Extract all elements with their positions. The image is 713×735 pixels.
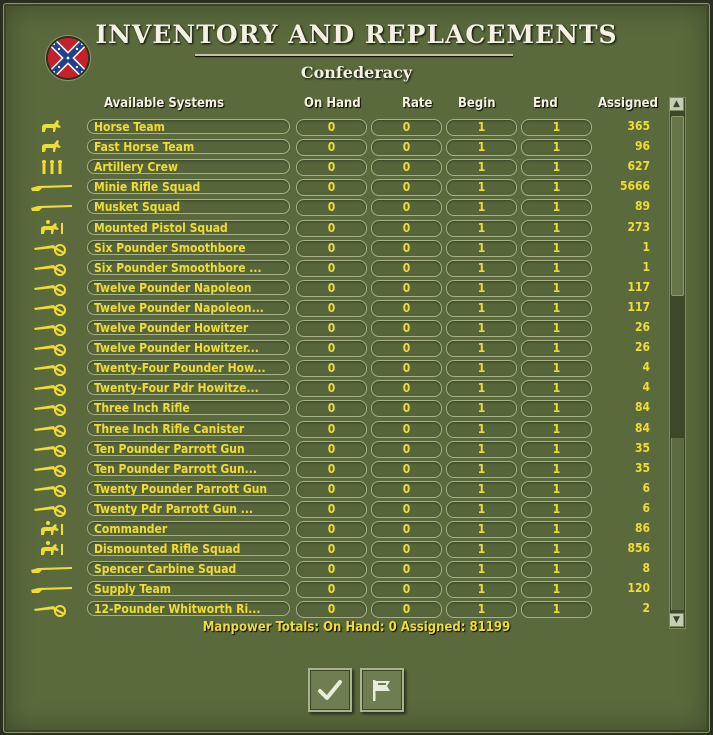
system-name[interactable]: 12-Pounder Whitworth Ri... bbox=[87, 601, 290, 616]
rifle-icon bbox=[30, 199, 74, 215]
assigned-value: 26 bbox=[634, 320, 650, 334]
on-hand-value[interactable]: 0 bbox=[296, 461, 367, 478]
system-name[interactable]: Twelve Pounder Howitzer bbox=[87, 320, 290, 335]
rate-value[interactable]: 0 bbox=[371, 521, 442, 538]
begin-value[interactable]: 1 bbox=[446, 561, 517, 578]
end-value[interactable]: 1 bbox=[521, 280, 592, 297]
end-value[interactable]: 1 bbox=[521, 320, 592, 337]
cannon-icon bbox=[30, 360, 74, 376]
on-hand-value[interactable]: 0 bbox=[296, 521, 367, 538]
scroll-down-button[interactable]: ▼ bbox=[669, 613, 684, 627]
end-value[interactable]: 1 bbox=[521, 199, 592, 216]
on-hand-value[interactable]: 0 bbox=[296, 220, 367, 237]
system-name[interactable]: Twenty Pounder Parrott Gun bbox=[87, 481, 290, 496]
on-hand-value[interactable]: 0 bbox=[296, 541, 367, 558]
assigned-value: 35 bbox=[634, 460, 650, 475]
on-hand-value[interactable]: 0 bbox=[296, 320, 367, 337]
rate-value[interactable]: 0 bbox=[371, 300, 442, 317]
cannon-icon bbox=[30, 441, 74, 457]
rate-value[interactable]: 0 bbox=[371, 481, 442, 498]
table-row bbox=[0, 439, 713, 459]
on-hand-value[interactable]: 0 bbox=[296, 360, 367, 377]
faction-subtitle: Confederacy bbox=[300, 63, 413, 82]
begin-value[interactable]: 1 bbox=[446, 601, 517, 618]
end-value[interactable]: 1 bbox=[521, 521, 592, 538]
table-row bbox=[0, 479, 713, 499]
flag-icon bbox=[368, 676, 396, 704]
end-value[interactable]: 1 bbox=[521, 380, 592, 397]
table-row bbox=[0, 459, 713, 479]
cannon-icon bbox=[30, 320, 74, 336]
system-name[interactable]: Twenty-Four Pdr Howitze... bbox=[87, 380, 290, 395]
begin-value[interactable]: 1 bbox=[446, 220, 517, 237]
end-value[interactable]: 1 bbox=[521, 300, 592, 317]
end-value[interactable]: 1 bbox=[521, 541, 592, 558]
end-value[interactable]: 1 bbox=[521, 581, 592, 598]
rate-value[interactable]: 0 bbox=[371, 461, 442, 478]
header-begin: Begin bbox=[458, 96, 496, 111]
ok-button[interactable] bbox=[308, 668, 352, 712]
rate-value[interactable]: 0 bbox=[371, 179, 442, 196]
begin-value[interactable]: 1 bbox=[446, 481, 517, 498]
scroll-up-button[interactable]: ▲ bbox=[669, 97, 684, 111]
table-row bbox=[0, 539, 713, 559]
begin-value[interactable]: 1 bbox=[446, 240, 517, 257]
assigned-value: 8 bbox=[642, 561, 650, 576]
rate-value[interactable]: 0 bbox=[371, 561, 442, 578]
system-name[interactable]: Six Pounder Smoothbore bbox=[87, 240, 290, 255]
table-row bbox=[0, 579, 713, 599]
cannon-icon bbox=[30, 300, 74, 316]
table-row bbox=[0, 378, 713, 398]
rate-value[interactable]: 0 bbox=[371, 360, 442, 377]
table-row bbox=[0, 358, 713, 378]
assigned-value: 4 bbox=[642, 360, 650, 375]
begin-value[interactable]: 1 bbox=[446, 159, 517, 176]
begin-value[interactable]: 1 bbox=[446, 260, 517, 277]
rate-value[interactable]: 0 bbox=[371, 441, 442, 458]
begin-value[interactable]: 1 bbox=[446, 400, 517, 417]
checkmark-icon bbox=[316, 676, 344, 704]
end-value[interactable]: 1 bbox=[521, 119, 592, 136]
assigned-value: 273 bbox=[627, 219, 650, 234]
cannon-icon bbox=[30, 240, 74, 256]
mounted-icon bbox=[30, 220, 74, 236]
table-row bbox=[0, 177, 713, 197]
system-name[interactable]: Artillery Crew bbox=[87, 159, 290, 174]
rate-value[interactable]: 0 bbox=[371, 159, 442, 176]
rate-value[interactable]: 0 bbox=[371, 601, 442, 618]
on-hand-value[interactable]: 0 bbox=[296, 240, 367, 257]
end-value[interactable]: 1 bbox=[521, 260, 592, 277]
end-value[interactable]: 1 bbox=[521, 360, 592, 377]
end-value[interactable]: 1 bbox=[521, 159, 592, 176]
scrollbar-lower-track[interactable] bbox=[671, 438, 684, 610]
rate-value[interactable]: 0 bbox=[371, 119, 442, 136]
on-hand-value[interactable]: 0 bbox=[296, 199, 367, 216]
table-row bbox=[0, 419, 713, 439]
on-hand-value[interactable]: 0 bbox=[296, 280, 367, 297]
table-row bbox=[0, 197, 713, 217]
assigned-value: 1 bbox=[642, 239, 650, 254]
system-name[interactable]: Horse Team bbox=[87, 119, 290, 134]
assigned-value: 4 bbox=[642, 380, 650, 395]
system-name[interactable]: Twenty-Four Pounder How... bbox=[87, 360, 290, 375]
cannon-icon bbox=[30, 501, 74, 517]
table-row bbox=[0, 559, 713, 579]
system-name[interactable]: Mounted Pistol Squad bbox=[87, 220, 290, 235]
table-row bbox=[0, 398, 713, 418]
table-row bbox=[0, 258, 713, 278]
manpower-totals: Manpower Totals: On Hand: 0 Assigned: 81199 bbox=[202, 620, 511, 635]
assigned-value: 120 bbox=[627, 581, 650, 596]
table-row bbox=[0, 157, 713, 177]
on-hand-value[interactable]: 0 bbox=[296, 481, 367, 498]
system-name[interactable]: Ten Pounder Parrott Gun bbox=[87, 441, 290, 456]
on-hand-value[interactable]: 0 bbox=[296, 561, 367, 578]
assigned-value: 89 bbox=[634, 199, 650, 214]
header-assigned: Assigned bbox=[598, 96, 658, 111]
begin-value[interactable]: 1 bbox=[446, 541, 517, 558]
begin-value[interactable]: 1 bbox=[446, 360, 517, 377]
end-value[interactable]: 1 bbox=[521, 400, 592, 417]
assigned-value: 35 bbox=[634, 440, 650, 455]
table-row bbox=[0, 278, 713, 298]
rate-value[interactable]: 0 bbox=[371, 400, 442, 417]
window-title: INVENTORY AND REPLACEMENTS bbox=[95, 20, 618, 49]
end-value[interactable]: 1 bbox=[521, 441, 592, 458]
begin-value[interactable]: 1 bbox=[446, 300, 517, 317]
assigned-value: 84 bbox=[634, 400, 650, 415]
end-value[interactable]: 1 bbox=[521, 179, 592, 196]
begin-value[interactable]: 1 bbox=[446, 501, 517, 518]
end-value[interactable]: 1 bbox=[521, 240, 592, 257]
on-hand-value[interactable]: 0 bbox=[296, 501, 367, 518]
on-hand-value[interactable]: 0 bbox=[296, 139, 367, 156]
cannon-icon bbox=[30, 400, 74, 416]
system-name[interactable]: Twelve Pounder Howitzer... bbox=[87, 340, 290, 355]
table-row bbox=[0, 599, 713, 619]
table-row bbox=[0, 519, 713, 539]
begin-value[interactable]: 1 bbox=[446, 320, 517, 337]
rate-value[interactable]: 0 bbox=[371, 340, 442, 357]
table-row bbox=[0, 318, 713, 338]
mounted-icon bbox=[30, 541, 74, 557]
begin-value[interactable]: 1 bbox=[446, 421, 517, 438]
begin-value[interactable]: 1 bbox=[446, 461, 517, 478]
rate-value[interactable]: 0 bbox=[371, 380, 442, 397]
begin-value[interactable]: 1 bbox=[446, 441, 517, 458]
system-name[interactable]: Three Inch Rifle Canister bbox=[87, 421, 290, 436]
assigned-value: 84 bbox=[634, 420, 650, 435]
table-row bbox=[0, 137, 713, 157]
rate-value[interactable]: 0 bbox=[371, 280, 442, 297]
on-hand-value[interactable]: 0 bbox=[296, 581, 367, 598]
assigned-value: 117 bbox=[627, 299, 650, 314]
rate-value[interactable]: 0 bbox=[371, 421, 442, 438]
rate-value[interactable]: 0 bbox=[371, 220, 442, 237]
rifle-icon bbox=[30, 561, 74, 577]
assigned-value: 856 bbox=[627, 541, 650, 556]
cannon-icon bbox=[30, 461, 74, 477]
begin-value[interactable]: 1 bbox=[446, 581, 517, 598]
rate-value[interactable]: 0 bbox=[371, 260, 442, 277]
system-name[interactable]: Ten Pounder Parrott Gun... bbox=[87, 461, 290, 476]
begin-value[interactable]: 1 bbox=[446, 139, 517, 156]
cannon-icon bbox=[30, 601, 74, 617]
assigned-value: 96 bbox=[634, 139, 650, 154]
on-hand-value[interactable]: 0 bbox=[296, 441, 367, 458]
end-value[interactable]: 1 bbox=[521, 461, 592, 478]
on-hand-value[interactable]: 0 bbox=[296, 601, 367, 618]
system-name[interactable]: Twelve Pounder Napoleon... bbox=[87, 300, 290, 315]
on-hand-value[interactable]: 0 bbox=[296, 300, 367, 317]
on-hand-value[interactable]: 0 bbox=[296, 159, 367, 176]
begin-value[interactable]: 1 bbox=[446, 199, 517, 216]
header-rate: Rate bbox=[402, 96, 433, 111]
end-value[interactable]: 1 bbox=[521, 501, 592, 518]
end-value[interactable]: 1 bbox=[521, 421, 592, 438]
system-name[interactable]: Commander bbox=[87, 521, 290, 536]
begin-value[interactable]: 1 bbox=[446, 119, 517, 136]
table-row bbox=[0, 338, 713, 358]
begin-value[interactable]: 1 bbox=[446, 521, 517, 538]
system-name[interactable]: Fast Horse Team bbox=[87, 139, 290, 154]
table-row bbox=[0, 238, 713, 258]
end-value[interactable]: 1 bbox=[521, 340, 592, 357]
horse-icon bbox=[30, 119, 74, 135]
cannon-icon bbox=[30, 481, 74, 497]
assigned-value: 117 bbox=[627, 279, 650, 294]
assigned-value: 1 bbox=[642, 259, 650, 274]
cannon-icon bbox=[30, 280, 74, 296]
header-end: End bbox=[533, 96, 558, 111]
on-hand-value[interactable]: 0 bbox=[296, 400, 367, 417]
rate-value[interactable]: 0 bbox=[371, 320, 442, 337]
table-row bbox=[0, 218, 713, 238]
system-name[interactable]: Dismounted Rifle Squad bbox=[87, 541, 290, 556]
cannon-icon bbox=[30, 260, 74, 276]
system-name[interactable]: Three Inch Rifle bbox=[87, 400, 290, 415]
rifle-icon bbox=[30, 179, 74, 195]
rate-value[interactable]: 0 bbox=[371, 240, 442, 257]
cannon-icon bbox=[30, 380, 74, 396]
table-row bbox=[0, 499, 713, 519]
rate-value[interactable]: 0 bbox=[371, 581, 442, 598]
end-value[interactable]: 1 bbox=[521, 601, 592, 618]
end-value[interactable]: 1 bbox=[521, 481, 592, 498]
on-hand-value[interactable]: 0 bbox=[296, 340, 367, 357]
rate-value[interactable]: 0 bbox=[371, 139, 442, 156]
mounted-icon bbox=[30, 521, 74, 537]
system-name[interactable]: Minie Rifle Squad bbox=[87, 179, 290, 194]
on-hand-value[interactable]: 0 bbox=[296, 179, 367, 196]
on-hand-value[interactable]: 0 bbox=[296, 260, 367, 277]
scrollbar-thumb[interactable] bbox=[671, 116, 684, 296]
rate-value[interactable]: 0 bbox=[371, 199, 442, 216]
system-name[interactable]: Six Pounder Smoothbore ... bbox=[87, 260, 290, 275]
system-name[interactable]: Twelve Pounder Napoleon bbox=[87, 280, 290, 295]
crew-icon bbox=[30, 159, 74, 175]
begin-value[interactable]: 1 bbox=[446, 280, 517, 297]
begin-value[interactable]: 1 bbox=[446, 380, 517, 397]
assigned-value: 627 bbox=[627, 159, 650, 174]
rifle-icon bbox=[30, 581, 74, 597]
system-name[interactable]: Musket Squad bbox=[87, 199, 290, 214]
title-divider bbox=[195, 54, 513, 56]
on-hand-value[interactable]: 0 bbox=[296, 380, 367, 397]
rate-value[interactable]: 0 bbox=[371, 501, 442, 518]
assigned-value: 365 bbox=[627, 119, 650, 133]
end-value[interactable]: 1 bbox=[521, 139, 592, 156]
begin-value[interactable]: 1 bbox=[446, 179, 517, 196]
assigned-value: 2 bbox=[642, 601, 650, 616]
assigned-value: 86 bbox=[634, 521, 650, 535]
header-available-systems: Available Systems bbox=[104, 96, 225, 111]
cannon-icon bbox=[30, 340, 74, 356]
horse-icon bbox=[30, 139, 74, 155]
system-name[interactable]: Spencer Carbine Squad bbox=[87, 561, 290, 576]
assigned-value: 26 bbox=[634, 340, 650, 355]
assigned-value: 6 bbox=[642, 480, 650, 495]
on-hand-value[interactable]: 0 bbox=[296, 421, 367, 438]
end-value[interactable]: 1 bbox=[521, 561, 592, 578]
on-hand-value[interactable]: 0 bbox=[296, 119, 367, 136]
header-on-hand: On Hand bbox=[304, 96, 361, 111]
begin-value[interactable]: 1 bbox=[446, 340, 517, 357]
system-name[interactable]: Twenty Pdr Parrott Gun ... bbox=[87, 501, 290, 516]
end-value[interactable]: 1 bbox=[521, 220, 592, 237]
system-name[interactable]: Supply Team bbox=[87, 581, 290, 596]
flag-button[interactable] bbox=[360, 668, 404, 712]
table-row bbox=[0, 117, 713, 137]
table-row bbox=[0, 298, 713, 318]
assigned-value: 6 bbox=[642, 500, 650, 515]
assigned-value: 5666 bbox=[619, 179, 650, 194]
cannon-icon bbox=[30, 421, 74, 437]
rate-value[interactable]: 0 bbox=[371, 541, 442, 558]
